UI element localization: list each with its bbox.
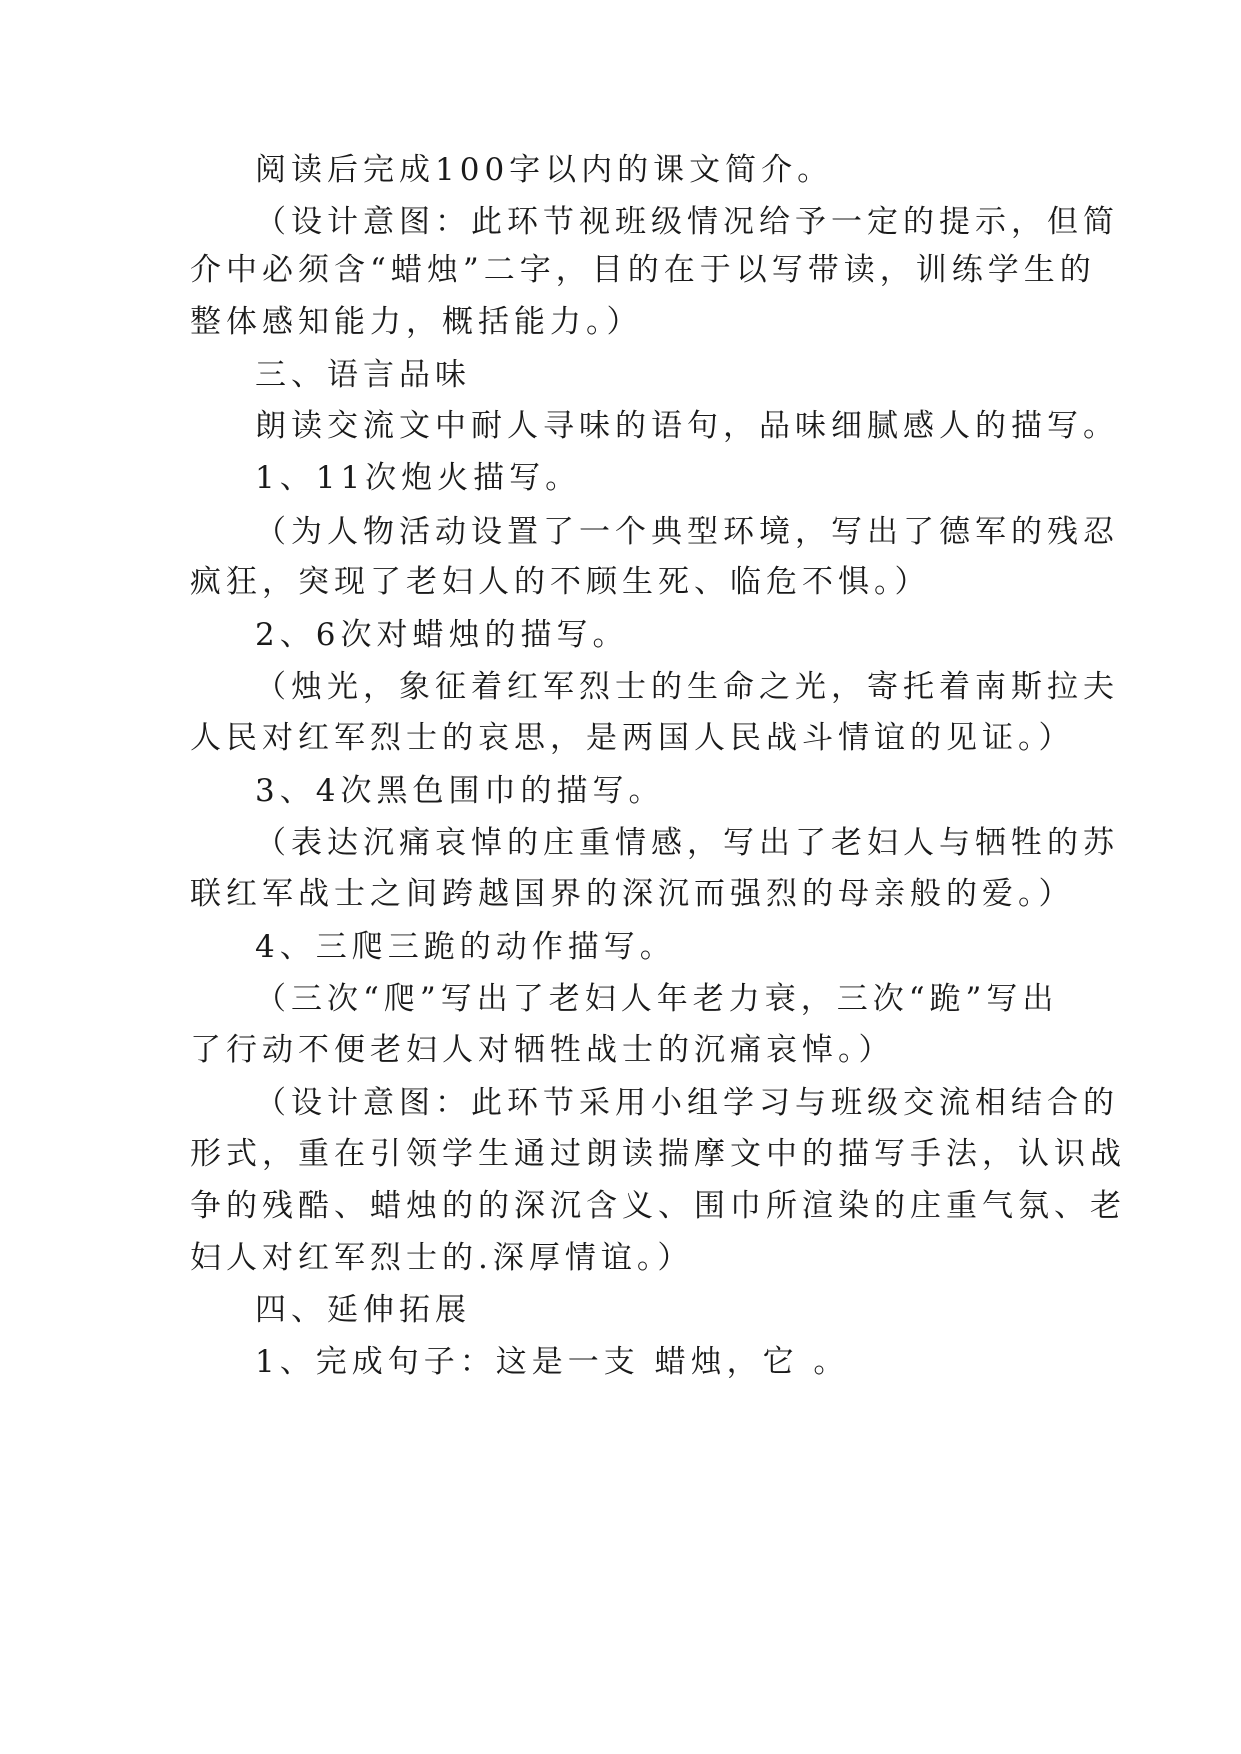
paragraph-line: 朗读交流文中耐人寻味的语句，品味细腻感人的描写。 — [255, 408, 1119, 444]
paragraph-line: （设计意图：此环节视班级情况给予一定的提示，但简 — [255, 204, 1119, 240]
section-heading: 三、语言品味 — [255, 357, 471, 393]
paragraph-line: 形式，重在引领学生通过朗读揣摩文中的描写手法，认识战 — [190, 1136, 1126, 1172]
paragraph-line: 介中必须含“蜡烛”二字，目的在于以写带读，训练学生的 — [190, 252, 1096, 288]
list-item: 1、11次炮火描写。 — [255, 460, 582, 496]
paragraph-line: 妇人对红军烈士的.深厚情谊。） — [190, 1240, 694, 1276]
paragraph-line: 了行动不便老妇人对牺牲战士的沉痛哀悼。） — [190, 1032, 895, 1068]
list-item: 2、6次对蜡烛的描写。 — [255, 617, 629, 653]
paragraph-line: 阅读后完成100字以内的课文简介。 — [255, 152, 834, 188]
paragraph-line: （表达沉痛哀悼的庄重情感，写出了老妇人与牺牲的苏 — [255, 825, 1119, 861]
paragraph-line: （烛光，象征着红军烈士的生命之光，寄托着南斯拉夫 — [255, 669, 1119, 705]
list-item: 1、完成句子：这是一支 蜡烛，它 。 — [255, 1344, 850, 1380]
paragraph-line: （为人物活动设置了一个典型环境，写出了德军的残忍 — [255, 514, 1119, 550]
paragraph-line: （设计意图：此环节采用小组学习与班级交流相结合的 — [255, 1085, 1119, 1121]
paragraph-line: （三次“爬”写出了老妇人年老力衰，三次“跪”写出 — [255, 981, 1059, 1017]
paragraph-line: 人民对红军烈士的哀思，是两国人民战斗情谊的见证。） — [190, 720, 1075, 756]
paragraph-line: 疯狂，突现了老妇人的不顾生死、临危不惧。） — [190, 564, 931, 600]
paragraph-line: 争的残酷、蜡烛的的深沉含义、围巾所渲染的庄重气氛、老 — [190, 1188, 1126, 1224]
section-heading: 四、延伸拓展 — [255, 1292, 471, 1328]
list-item: 3、4次黑色围巾的描写。 — [255, 773, 665, 809]
paragraph-line: 联红军战士之间跨越国界的深沉而强烈的母亲般的爱。） — [190, 876, 1075, 912]
list-item: 4、三爬三跪的动作描写。 — [255, 929, 676, 965]
paragraph-line: 整体感知能力，概括能力。） — [190, 304, 643, 340]
